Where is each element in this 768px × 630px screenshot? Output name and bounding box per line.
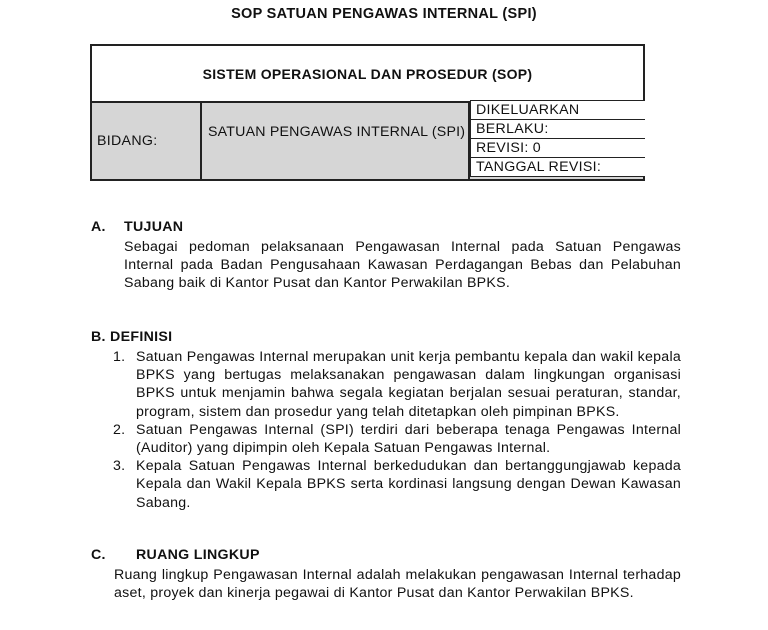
meta-tanggal-revisi: TANGGAL REVISI:: [470, 157, 645, 177]
sop-title: SISTEM OPERASIONAL DAN PROSEDUR (SOP): [92, 46, 643, 103]
bidang-label: BIDANG:: [92, 103, 202, 179]
section-title: TUJUAN: [124, 219, 184, 235]
list-item: [91, 457, 681, 512]
section-heading: [91, 547, 681, 566]
section-letter: B.: [91, 329, 106, 345]
item-text: Kepala Satuan Pengawas Internal berkedudukan dan bertanggungjawab kepada Kepala dan Wakil Kepala BPKS serta kordinasi langsung dengan Dewan Kawasan Sabang.: [136, 458, 681, 511]
definition-list: [91, 348, 681, 512]
sop-header-table: [90, 44, 645, 181]
list-item: [91, 421, 681, 457]
section-title: DEFINISI: [110, 329, 173, 345]
section-letter: A.: [91, 219, 106, 235]
item-text: Satuan Pengawas Internal merupakan unit kerja pembantu kepala dan wakil kepala BPKS yang bertugas melaksanakan pengawasan dalam lingkungan organisasi BPKS untuk menjamin bahwa segala kegiatan berjalan sesuai peraturan, standar, program, sistem dan prosedur yang telah ditetapkan oleh pimpinan BPKS.: [136, 349, 681, 420]
section-paragraph: Ruang lingkup Pengawasan Internal adalah melakukan pengawasan Internal terhadap aset, proyek dan kinerja pegawai di Kantor Pusat dan Kantor Perwakilan BPKS.: [114, 567, 681, 602]
meta-berlaku: BERLAKU:: [470, 119, 645, 139]
item-text: Satuan Pengawas Internal (SPI) terdiri dari beberapa tenaga Pengawas Internal (Auditor) yang dipimpin oleh Kepala Satuan Pengawas Internal.: [136, 421, 681, 457]
section-ruang-lingkup: [91, 547, 681, 602]
document-title: SOP SATUAN PENGAWAS INTERNAL (SPI): [231, 6, 537, 22]
item-number: 3.: [113, 458, 126, 475]
section-heading: [91, 329, 681, 348]
section-heading: [91, 219, 681, 238]
section-title: RUANG LINGKUP: [136, 547, 260, 563]
section-tujuan: [91, 219, 681, 293]
section-paragraph: Sebagai pedoman pelaksanaan Pengawasan Internal pada Satuan Pengawas Internal pada Badan Pengusahaan Kawasan Perdagangan Bebas dan Pelabuhan Sabang baik di Kantor Pusat dan Kantor Perwakilan BPKS.: [124, 239, 681, 292]
list-item: [91, 348, 681, 421]
header-info-row: [92, 103, 643, 179]
unit-name: SATUAN PENGAWAS INTERNAL (SPI): [202, 103, 470, 179]
item-number: 1.: [113, 349, 126, 365]
section-definisi: [91, 329, 681, 512]
section-letter: C.: [91, 547, 106, 563]
meta-dikeluarkan: DIKELUARKAN: [470, 100, 645, 120]
meta-cells: [470, 101, 645, 179]
meta-revisi: REVISI: 0: [470, 138, 645, 158]
item-number: 2.: [113, 421, 126, 438]
